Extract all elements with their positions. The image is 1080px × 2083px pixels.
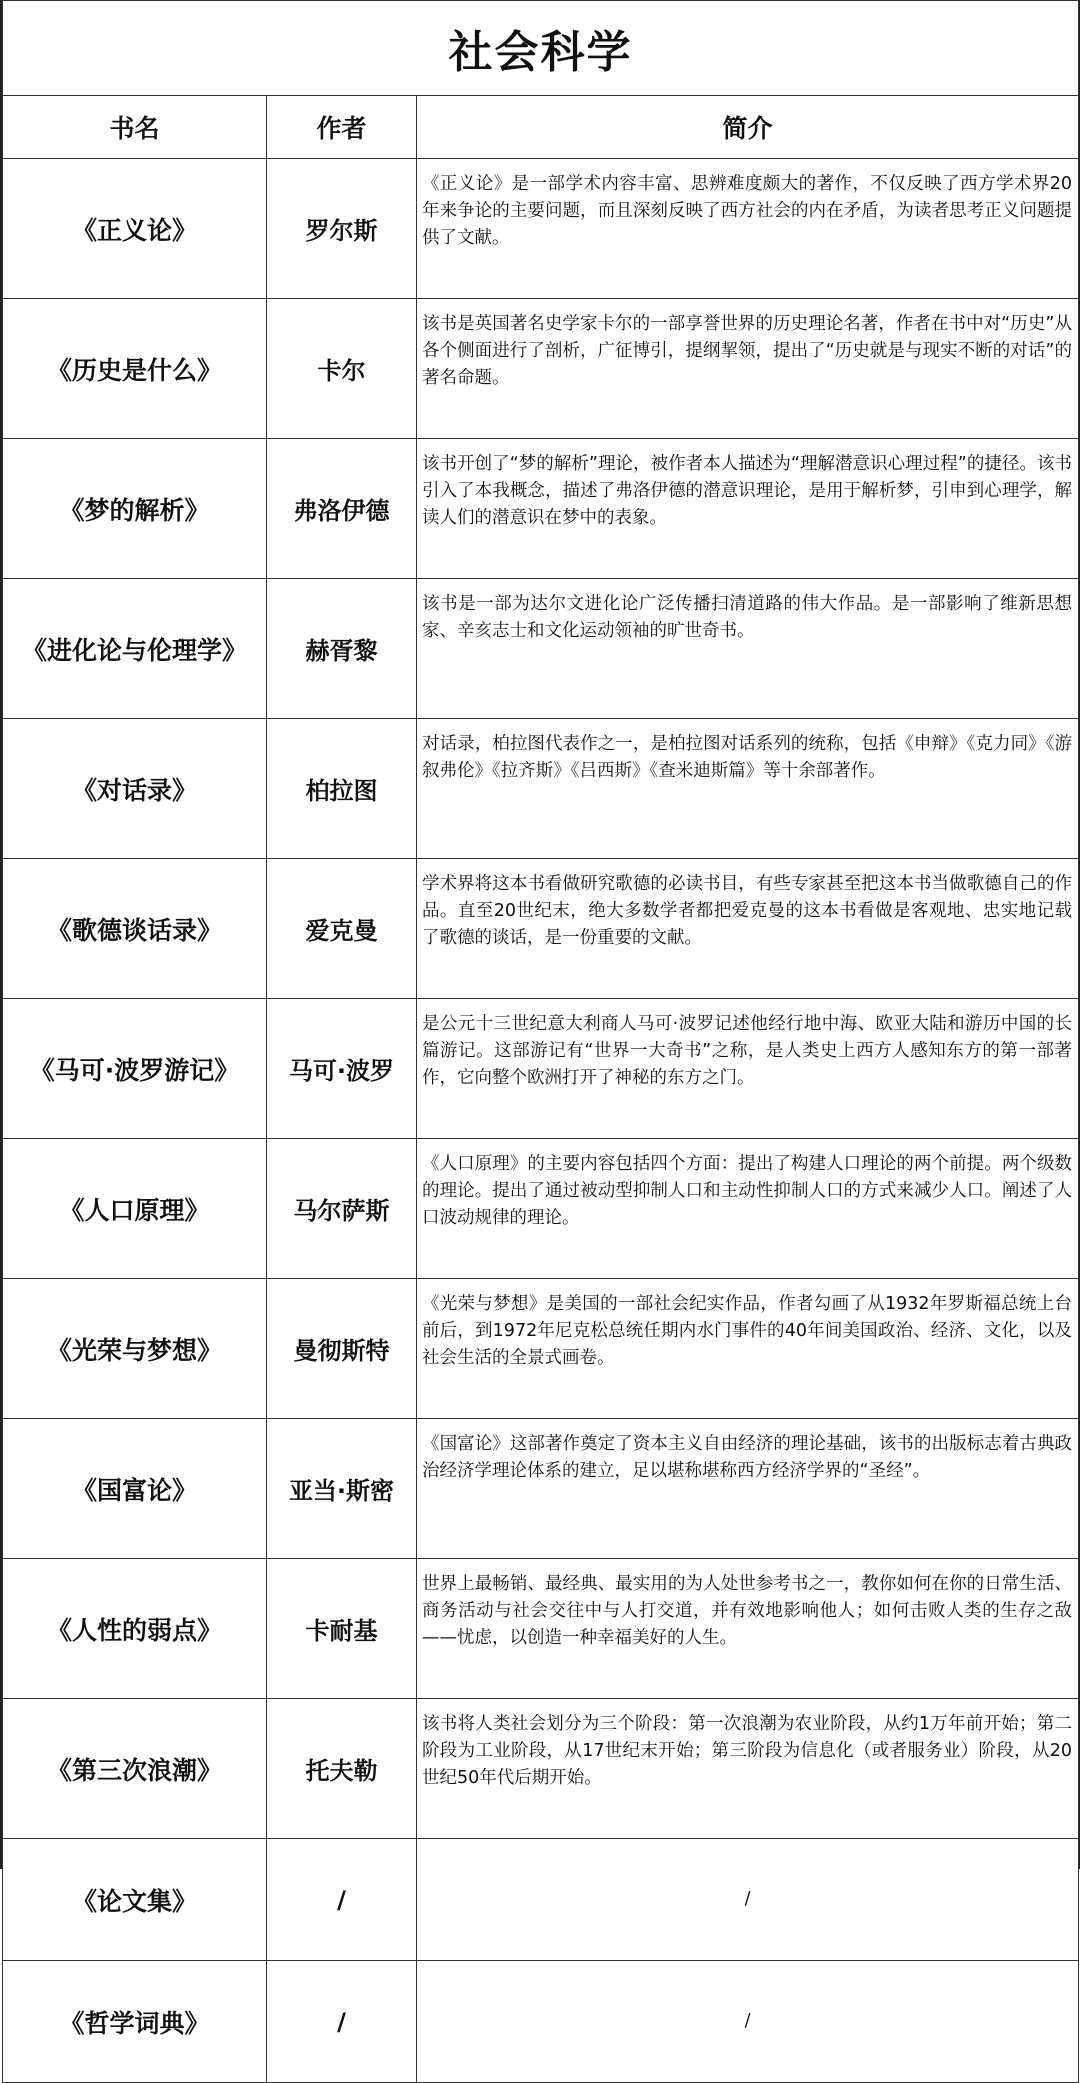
book-name-cell: 《对话录》 <box>3 719 267 859</box>
intro-cell: 《人口原理》的主要内容包括四个方面：提出了构建人口理论的两个前提。两个级数的理论。提出了通过被动型抑制人口和主动性抑制人口的方式来减少人口。阐述了人口波动规律的理论。 <box>417 1139 1079 1279</box>
author-cell: 曼彻斯特 <box>267 1279 417 1419</box>
intro-cell: 是公元十三世纪意大利商人马可·波罗记述他经行地中海、欧亚大陆和游历中国的长篇游记。这部游记有“世界一大奇书”之称，是人类史上西方人感知东方的第一部著作，它向整个欧洲打开了神秘的东方之门。 <box>417 999 1079 1139</box>
author-cell: 罗尔斯 <box>267 159 417 299</box>
author-cell: 马可·波罗 <box>267 999 417 1139</box>
table-row <box>3 299 1079 439</box>
table-row <box>3 719 1079 859</box>
table-row <box>3 579 1079 719</box>
table-body <box>3 159 1079 2083</box>
book-name-cell: 《进化论与伦理学》 <box>3 579 267 719</box>
table-row <box>3 1279 1079 1419</box>
author-cell: 弗洛伊德 <box>267 439 417 579</box>
table-row <box>3 999 1079 1139</box>
intro-cell: 对话录，柏拉图代表作之一，是柏拉图对话系列的统称，包括《申辩》《克力同》《游叙弗伦》《拉齐斯》《吕西斯》《查米迪斯篇》等十余部著作。 <box>417 719 1079 859</box>
table-row <box>3 1419 1079 1559</box>
intro-cell: 《正义论》是一部学术内容丰富、思辨难度颇大的著作，不仅反映了西方学术界20年来争论的主要问题，而且深刻反映了西方社会的内在矛盾，为读者思考正义问题提供了文献。 <box>417 159 1079 299</box>
book-name-cell: 《哲学词典》 <box>3 1961 267 2083</box>
table-row <box>3 1139 1079 1279</box>
author-cell: / <box>267 1839 417 1961</box>
book-name-cell: 《歌德谈话录》 <box>3 859 267 999</box>
book-name-cell: 《正义论》 <box>3 159 267 299</box>
book-table <box>2 0 1079 2083</box>
table-row <box>3 1559 1079 1699</box>
book-name-cell: 《光荣与梦想》 <box>3 1279 267 1419</box>
author-cell: 亚当·斯密 <box>267 1419 417 1559</box>
book-name-cell: 《历史是什么》 <box>3 299 267 439</box>
author-cell: / <box>267 1961 417 2083</box>
intro-cell: / <box>417 1839 1079 1961</box>
header-book-name: 书名 <box>3 96 267 159</box>
author-cell: 卡尔 <box>267 299 417 439</box>
intro-cell: 该书将人类社会划分为三个阶段：第一次浪潮为农业阶段，从约1万年前开始；第二阶段为工业阶段，从17世纪末开始；第三阶段为信息化（或者服务业）阶段，从20世纪50年代后期开始。 <box>417 1699 1079 1839</box>
intro-cell: / <box>417 1961 1079 2083</box>
table-row <box>3 1961 1079 2083</box>
author-cell: 卡耐基 <box>267 1559 417 1699</box>
table-row <box>3 159 1079 299</box>
intro-cell: 该书开创了“梦的解析”理论，被作者本人描述为“理解潜意识心理过程”的捷径。该书引入了本我概念，描述了弗洛伊德的潜意识理论，是用于解析梦，引申到心理学，解读人们的潜意识在梦中的表象。 <box>417 439 1079 579</box>
author-cell: 马尔萨斯 <box>267 1139 417 1279</box>
page-title: 社会科学 <box>3 1 1079 96</box>
intro-cell: 世界上最畅销、最经典、最实用的为人处世参考书之一，教你如何在你的日常生活、商务活动与社会交往中与人打交道，并有效地影响他人；如何击败人类的生存之敌——忧虑，以创造一种幸福美好的人生。 <box>417 1559 1079 1699</box>
book-name-cell: 《马可·波罗游记》 <box>3 999 267 1139</box>
author-cell: 爱克曼 <box>267 859 417 999</box>
author-cell: 柏拉图 <box>267 719 417 859</box>
book-name-cell: 《第三次浪潮》 <box>3 1699 267 1839</box>
table-row <box>3 439 1079 579</box>
book-name-cell: 《人性的弱点》 <box>3 1559 267 1699</box>
book-name-cell: 《论文集》 <box>3 1839 267 1961</box>
header-author: 作者 <box>267 96 417 159</box>
table-row <box>3 1839 1079 1961</box>
intro-cell: 该书是英国著名史学家卡尔的一部享誉世界的历史理论名著，作者在书中对“历史”从各个侧面进行了剖析，广征博引，提纲挈领，提出了“历史就是与现实不断的对话”的著名命题。 <box>417 299 1079 439</box>
intro-cell: 《国富论》这部著作奠定了资本主义自由经济的理论基础，该书的出版标志着古典政治经济学理论体系的建立，足以堪称堪称西方经济学界的“圣经”。 <box>417 1419 1079 1559</box>
intro-cell: 该书是一部为达尔文进化论广泛传播扫清道路的伟大作品。是一部影响了维新思想家、辛亥志士和文化运动领袖的旷世奇书。 <box>417 579 1079 719</box>
header-intro: 简介 <box>417 96 1079 159</box>
book-name-cell: 《梦的解析》 <box>3 439 267 579</box>
author-cell: 赫胥黎 <box>267 579 417 719</box>
author-cell: 托夫勒 <box>267 1699 417 1839</box>
book-name-cell: 《人口原理》 <box>3 1139 267 1279</box>
table-row <box>3 859 1079 999</box>
table-row <box>3 1699 1079 1839</box>
book-name-cell: 《国富论》 <box>3 1419 267 1559</box>
intro-cell: 学术界将这本书看做研究歌德的必读书目，有些专家甚至把这本书当做歌德自己的作品。直至20世纪末，绝大多数学者都把爱克曼的这本书看做是客观地、忠实地记载了歌德的谈话，是一份重要的文献。 <box>417 859 1079 999</box>
intro-cell: 《光荣与梦想》是美国的一部社会纪实作品，作者勾画了从1932年罗斯福总统上台前后，到1972年尼克松总统任期内水门事件的40年间美国政治、经济、文化，以及社会生活的全景式画卷。 <box>417 1279 1079 1419</box>
